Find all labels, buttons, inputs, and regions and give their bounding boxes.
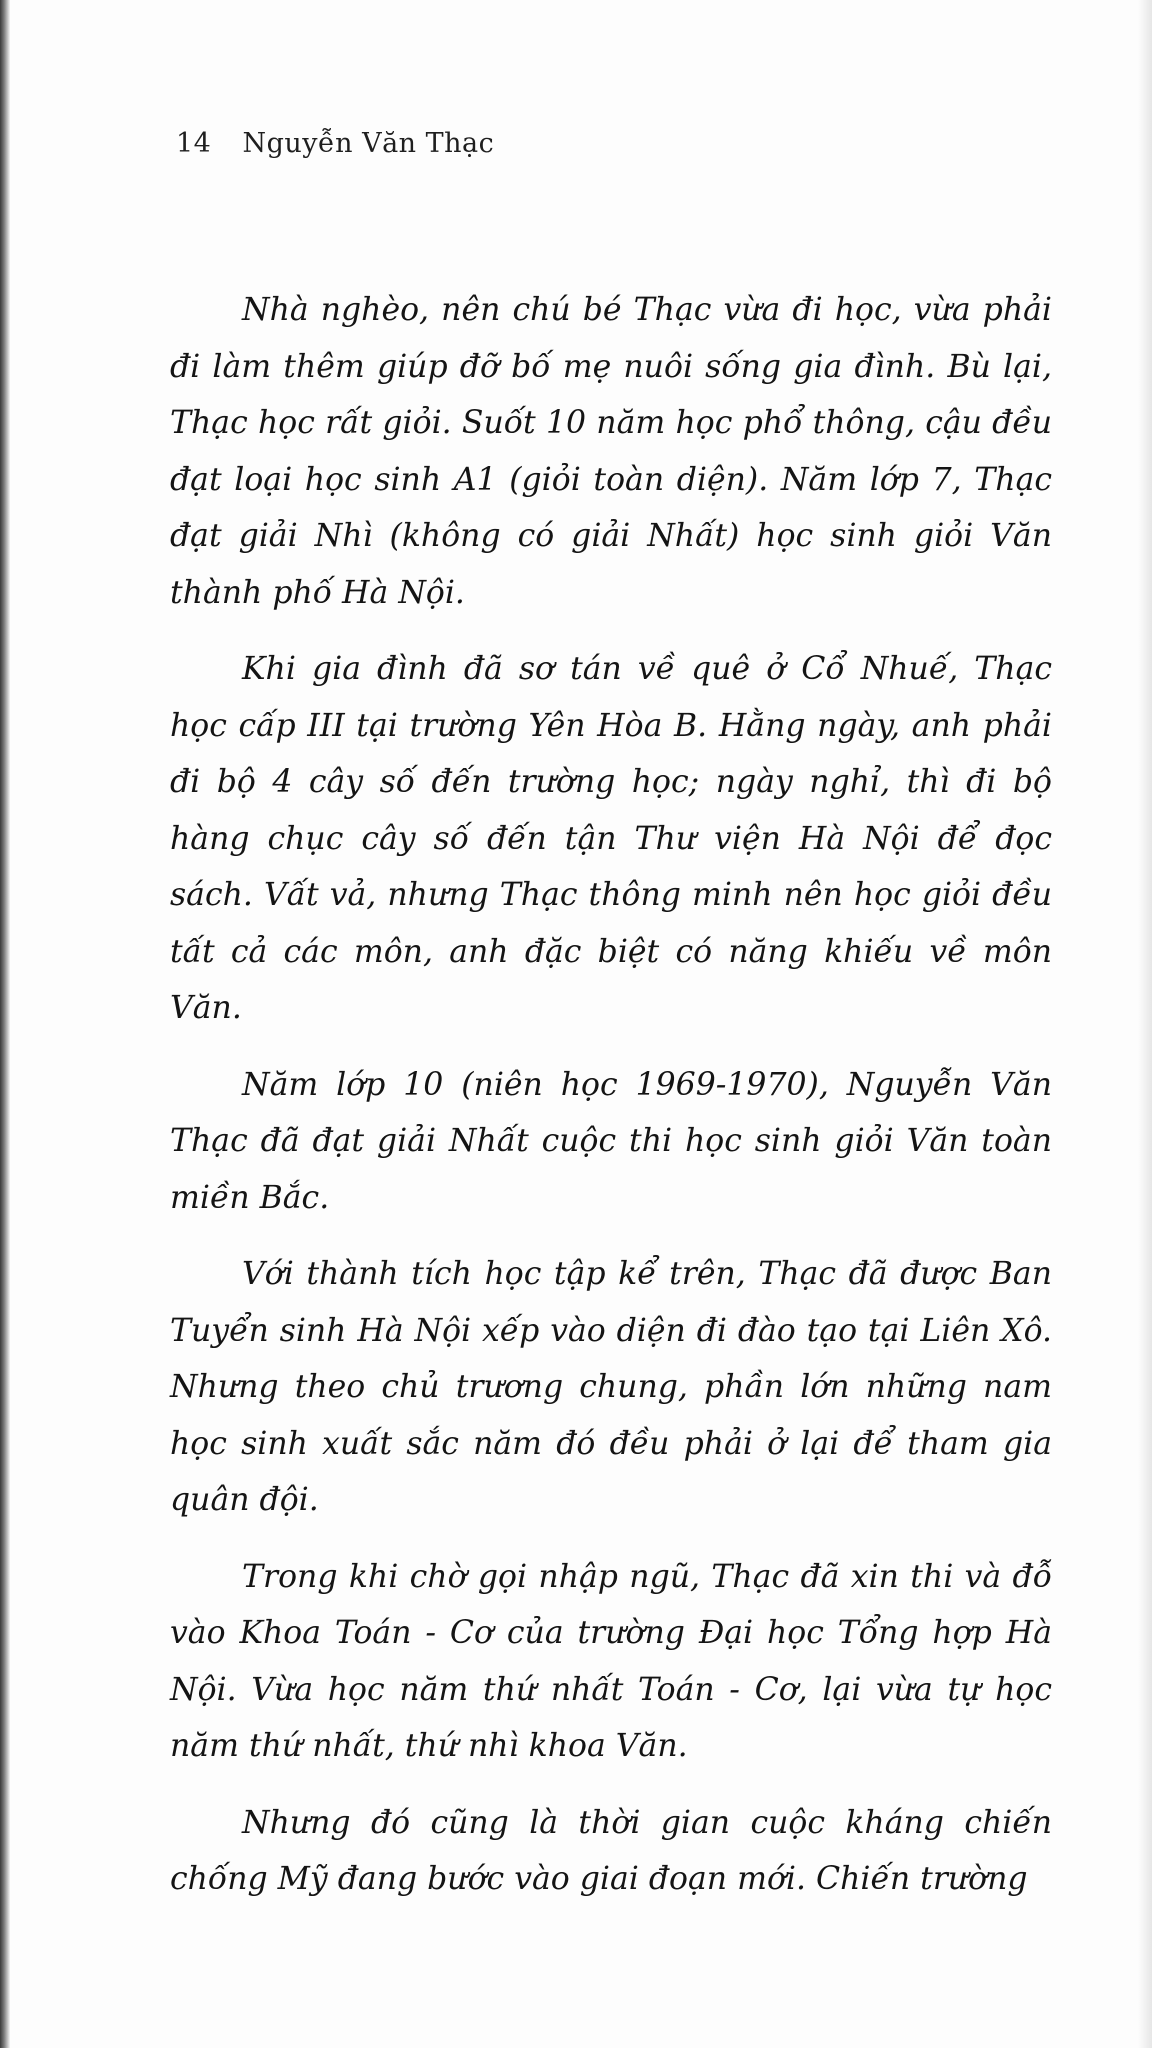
paragraph: Trong khi chờ gọi nhập ngũ, Thạc đã xin thi và đỗ vào Khoa Toán - Cơ của trường Đại học Tổng hợp Hà Nội. Vừa học năm thứ nhất Toán - Cơ, lại vừa tự học năm thứ nhất, thứ nhì khoa Văn.	[170, 1558, 1052, 1764]
running-header	[176, 128, 494, 159]
paragraph: Năm lớp 10 (niên học 1969-1970), Nguyễn Văn Thạc đã đạt giải Nhất cuộc thi học sinh giỏi Văn toàn miền Bắc.	[170, 1066, 1052, 1216]
running-title: Nguyễn Văn Thạc	[242, 128, 495, 159]
paragraph: Với thành tích học tập kể trên, Thạc đã được Ban Tuyển sinh Hà Nội xếp vào diện đi đào tạo tại Liên Xô. Nhưng theo chủ trương chung, phần lớn những nam học sinh xuất sắc năm đó đều phải ở lại để tham gia quân đội.	[170, 1256, 1052, 1518]
body-text	[170, 282, 1052, 1928]
paragraph: Khi gia đình đã sơ tán về quê ở Cổ Nhuế, Thạc học cấp III tại trường Yên Hòa B. Hằng ngày, anh phải đi bộ 4 cây số đến trường học; ngày nghỉ, thì đi bộ hàng chục cây số đến tận Thư viện Hà Nội để đọc sách. Vất vả, nhưng Thạc thông minh nên học giỏi đều tất cả các môn, anh đặc biệt có năng khiếu về môn Văn.	[170, 651, 1052, 1026]
page-number: 14	[176, 128, 212, 159]
paragraph: Nhà nghèo, nên chú bé Thạc vừa đi học, vừa phải đi làm thêm giúp đỡ bố mẹ nuôi sống gia đình. Bù lại, Thạc học rất giỏi. Suốt 10 năm học phổ thông, cậu đều đạt loại học sinh A1 (giỏi toàn diện). Năm lớp 7, Thạc đạt giải Nhì (không có giải Nhất) học sinh giỏi Văn thành phố Hà Nội.	[170, 292, 1052, 611]
paragraph: Nhưng đó cũng là thời gian cuộc kháng chiến chống Mỹ đang bước vào giai đoạn mới. Chiến trường	[170, 1804, 1052, 1897]
